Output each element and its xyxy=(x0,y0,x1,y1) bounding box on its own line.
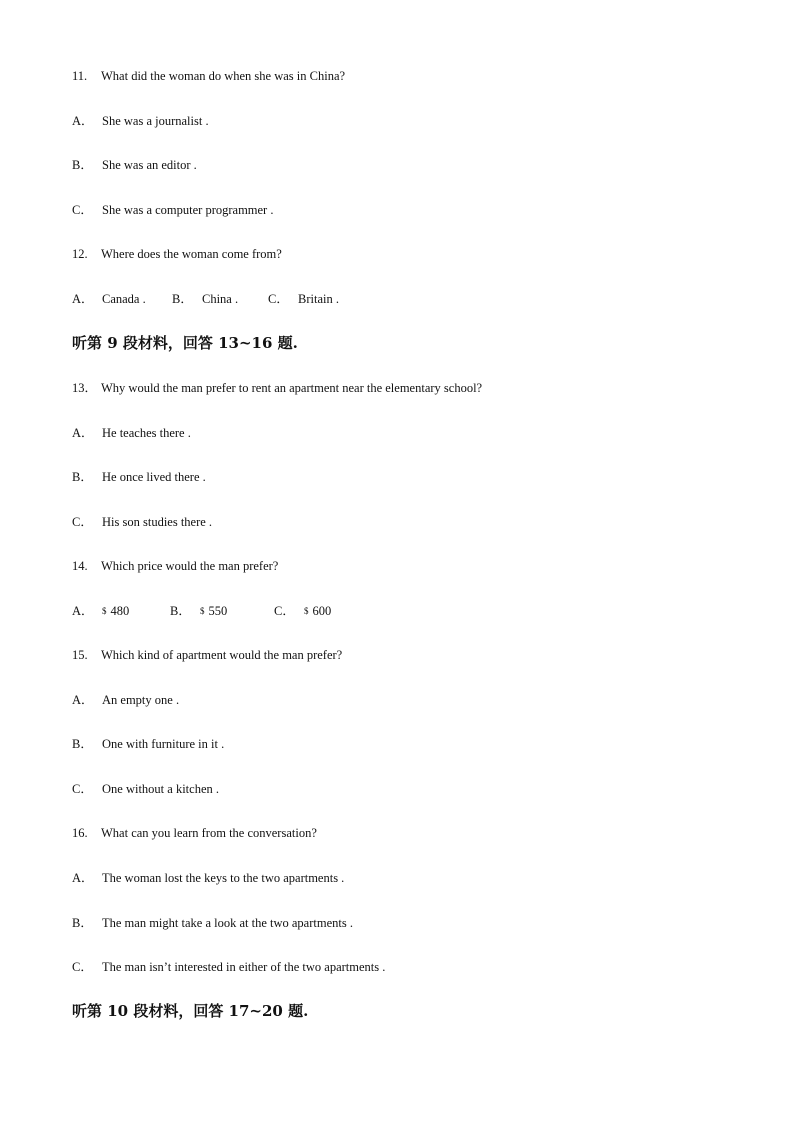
option-letter: B． xyxy=(72,470,93,484)
option-14-a[interactable] xyxy=(72,603,170,619)
option-15-b[interactable] xyxy=(72,736,224,752)
option-12-c[interactable] xyxy=(268,291,339,307)
option-11-a[interactable] xyxy=(72,113,209,129)
option-letter: B． xyxy=(72,158,93,172)
question-number: 11. xyxy=(72,69,88,83)
option-11-c[interactable] xyxy=(72,202,273,218)
option-14-b[interactable] xyxy=(170,603,274,619)
option-13-b[interactable] xyxy=(72,469,206,485)
question-text: Which price would the man prefer? xyxy=(101,559,279,573)
option-text: Canada . xyxy=(102,292,146,306)
option-text: Britain . xyxy=(298,292,339,306)
option-letter: B． xyxy=(170,604,191,618)
question-16 xyxy=(72,825,317,841)
option-text: The man isn’t interested in either of the two apartments . xyxy=(102,960,386,974)
option-letter: C． xyxy=(72,960,93,974)
options-12 xyxy=(72,291,339,307)
option-text: China . xyxy=(202,292,239,306)
option-text: 550 xyxy=(208,604,228,618)
option-14-c[interactable] xyxy=(274,603,331,619)
section-10-heading: 听第 10 段材料，回答 17~20 题. xyxy=(72,1002,309,1020)
option-letter: C． xyxy=(268,292,289,306)
question-12 xyxy=(72,246,282,262)
question-number: 15. xyxy=(72,648,88,662)
option-16-a[interactable] xyxy=(72,870,344,886)
option-letter: A． xyxy=(72,426,94,440)
option-text: He once lived there . xyxy=(102,470,206,484)
option-letter: C． xyxy=(274,604,295,618)
option-text: The man might take a look at the two apartments . xyxy=(102,916,353,930)
question-number: 12. xyxy=(72,247,88,261)
question-text: What can you learn from the conversation? xyxy=(101,826,317,840)
option-text: She was a journalist . xyxy=(102,114,209,128)
option-text: One with furniture in it . xyxy=(102,737,225,751)
option-text: One without a kitchen . xyxy=(102,782,219,796)
option-text: An empty one . xyxy=(102,693,180,707)
option-letter: B． xyxy=(72,916,93,930)
option-text: 480 xyxy=(110,604,130,618)
question-number: 14. xyxy=(72,559,88,573)
question-13 xyxy=(72,380,482,396)
option-12-a[interactable] xyxy=(72,291,172,307)
question-text: Which kind of apartment would the man prefer? xyxy=(101,648,343,662)
option-text: He teaches there . xyxy=(102,426,191,440)
question-11 xyxy=(72,68,345,84)
option-text: His son studies there . xyxy=(102,515,213,529)
option-12-b[interactable] xyxy=(172,291,268,307)
option-letter: B． xyxy=(72,737,93,751)
option-letter: C． xyxy=(72,782,93,796)
question-text: Where does the woman come from? xyxy=(101,247,282,261)
option-letter: A． xyxy=(72,871,94,885)
dollar-sign: $ xyxy=(102,606,107,616)
option-15-c[interactable] xyxy=(72,781,219,797)
option-text: She was a computer programmer . xyxy=(102,203,274,217)
option-13-a[interactable] xyxy=(72,425,191,441)
option-letter: A． xyxy=(72,292,94,306)
option-13-c[interactable] xyxy=(72,514,212,530)
option-text: 600 xyxy=(312,604,332,618)
option-text: She was an editor . xyxy=(102,158,197,172)
question-14 xyxy=(72,558,278,574)
option-16-b[interactable] xyxy=(72,915,353,931)
option-letter: B． xyxy=(172,292,193,306)
option-11-b[interactable] xyxy=(72,157,197,173)
option-16-c[interactable] xyxy=(72,959,385,975)
option-letter: A． xyxy=(72,604,94,618)
option-letter: A． xyxy=(72,114,94,128)
question-number: 13． xyxy=(72,381,98,395)
question-text: What did the woman do when she was in China? xyxy=(101,69,346,83)
option-letter: C． xyxy=(72,203,93,217)
option-text: The woman lost the keys to the two apartments . xyxy=(102,871,345,885)
question-text: Why would the man prefer to rent an apartment near the elementary school? xyxy=(101,381,483,395)
option-letter: C． xyxy=(72,515,93,529)
question-15 xyxy=(72,647,342,663)
options-14 xyxy=(72,603,331,619)
option-letter: A． xyxy=(72,693,94,707)
option-15-a[interactable] xyxy=(72,692,179,708)
section-9-heading: 听第 9 段材料，回答 13~16 题. xyxy=(72,334,298,352)
dollar-sign: $ xyxy=(304,606,309,616)
dollar-sign: $ xyxy=(200,606,205,616)
question-number: 16. xyxy=(72,826,88,840)
